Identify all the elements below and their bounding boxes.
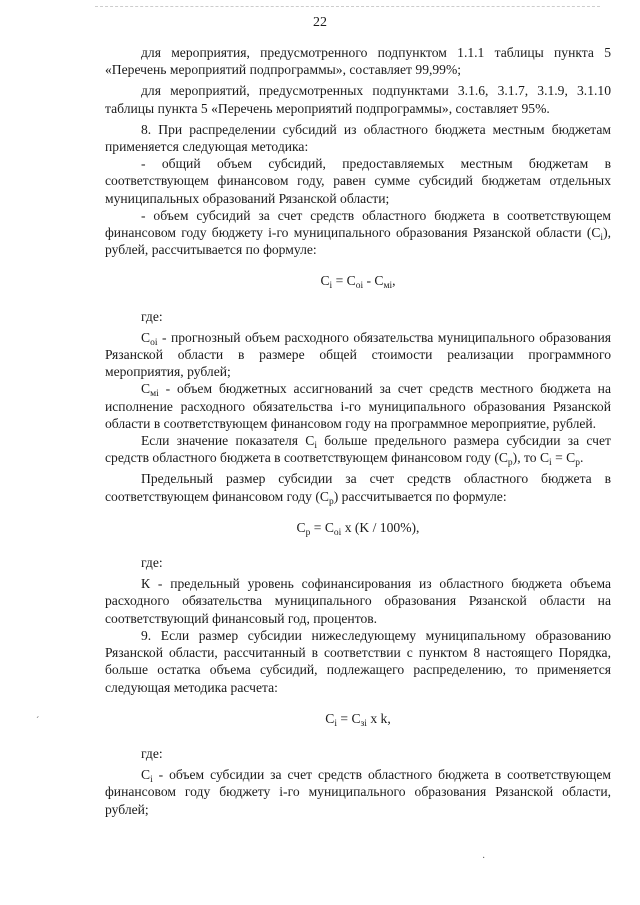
definition-c-mi: $C_{мi}$ - объем бюджетных ассигнований за счет средств местного бюджета на исполнение расходного обязательства i-го муниципального образования Рязанской области в соответствующем финансовом году на программное мероприятие, рублей. — [105, 381, 611, 431]
definition-ci: $C_i$ - объем субсидии за счет средств областного бюджета в соответствующем финансовом году бюджету i-го муниципального образования Рязанской области, рублей; — [105, 767, 611, 817]
scan-speck: · — [482, 853, 486, 864]
formula-ci-remainder: $C_i = C_{зi}$ x k, — [325, 710, 391, 729]
scan-artifact-line — [95, 6, 600, 7]
paragraph-section-9: 9. Если размер субсидии нижеследующему муниципальному образованию Рязанской области, рассчитанный в соответствии с пунктом 8 настоящего Порядка, больше остатка объема субсидий, подлежащего распределению, то применяется следующая методика расчета: — [105, 627, 611, 695]
page-number: 22 — [313, 15, 327, 30]
document-body — [105, 44, 611, 818]
paragraph-1: для мероприятия, предусмотренного подпунктом 1.1.1 таблицы пункта 5 «Перечень мероприятий подпрограммы», составляет 99,99%; — [105, 45, 611, 78]
where-label-2: где: — [141, 555, 163, 571]
paragraph-subsidy-volume: - объем субсидий за счет средств областного бюджета в соответствующем финансовом году бюджету i-го муниципального образования Рязанской области $(C_i)$, рублей, рассчитывается по формуле: — [105, 207, 611, 258]
definition-k: К - предельный уровень софинансирования из областного бюджета объема расходного обязательства муниципального образования Рязанской области на соответствующий финансовый год, процентов. — [105, 576, 611, 626]
paragraph-2: для мероприятий, предусмотренных подпунктами 3.1.6, 3.1.7, 3.1.9, 3.1.10 таблицы пункта 5 «Перечень мероприятий подпрограммы», составляет 95%. — [105, 83, 611, 116]
paragraph-section-8: 8. При распределении субсидий из областного бюджета местным бюджетам применяется следующая методика: — [105, 121, 611, 155]
scan-speck: ˊ — [36, 716, 40, 727]
definition-c-oi: $C_{oi}$ - прогнозный объем расходного обязательства муниципального образования Рязанской области в размере общей стоимости реализации программного мероприятия, рублей; — [105, 329, 611, 380]
where-label-1: где: — [141, 308, 163, 324]
formula-cp: $C_р = C_{oi}$ x (K / 100%), — [296, 519, 420, 538]
paragraph-total-subsidy: - общий объем субсидий, предоставляемых местным бюджетам в соответствующем финансовом году, равен сумме субсидий бюджетам отдельных муниципальных образований Рязанской области; — [105, 156, 611, 206]
formula-ci: $C_i = C_{oi} - C_{мi}$, — [320, 273, 396, 292]
paragraph-limit-size: Предельный размер субсидии за счет средств областного бюджета в соответствующем финансовом году $(C_р)$ рассчитывается по формуле: — [105, 471, 611, 507]
paragraph-ci-limit: Если значение показателя $C_i$ больше предельного размера субсидии за счет средств областного бюджета в соответствующем финансовом году $(C_р)$, то $C_i = C_р$. — [105, 433, 611, 469]
where-label-3: где: — [141, 745, 163, 761]
